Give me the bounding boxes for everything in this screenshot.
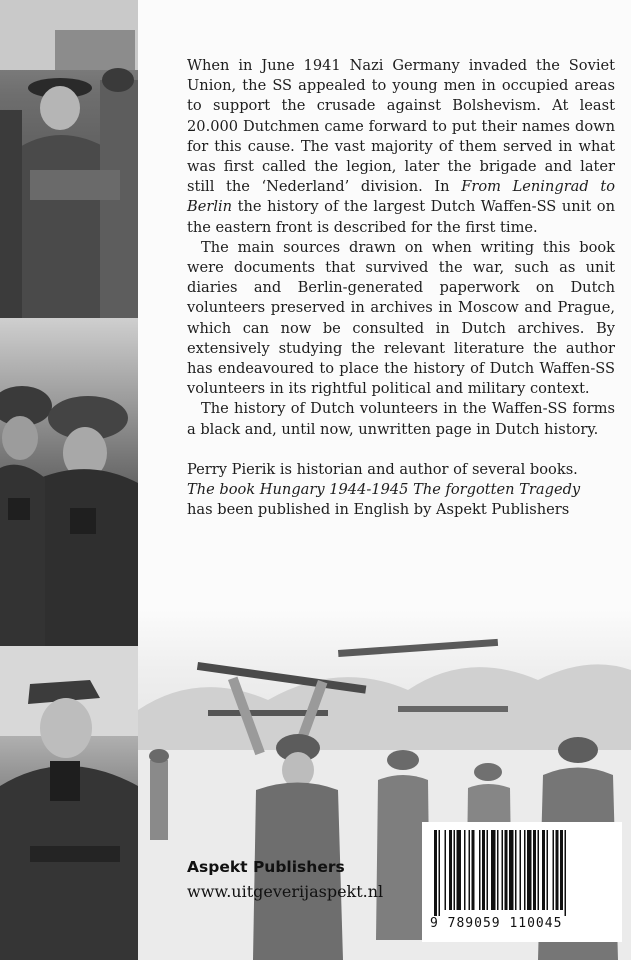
barcode-bar: [505, 830, 508, 910]
barcode-bar: [449, 830, 452, 910]
smiling-soldier-photo: [0, 646, 138, 960]
barcode-bar: [487, 830, 489, 910]
barcode-bar: [502, 830, 504, 910]
publisher-website[interactable]: www.uitgeverijaspekt.nl: [187, 882, 384, 901]
barcode-bar: [445, 830, 447, 910]
barcode-bar: [434, 830, 437, 916]
blurb-text: [187, 56, 615, 520]
book-title: From Leningrad to Berlin: [187, 178, 616, 216]
barcode-bar: [524, 830, 526, 910]
barcode-bar: [527, 830, 532, 910]
barcode-bar: [491, 830, 496, 910]
author-bio: [187, 460, 615, 521]
barcode-bar: [457, 830, 462, 910]
barcode-bar: [469, 830, 471, 910]
barcode-bar: [509, 830, 514, 910]
blurb-paragraph-3: The history of Dutch volunteers in the Waffen-SS forms a black and, until now, unwritten page in Dutch history.: [187, 400, 615, 438]
officer-photo: [0, 0, 138, 318]
barcode-icon: [430, 830, 614, 916]
barcode-bar: [553, 830, 555, 910]
publisher-name: Aspekt Publishers: [187, 858, 345, 876]
barcode-bar: [464, 830, 466, 910]
barcode-bar: [497, 830, 499, 910]
barcode-bar: [482, 830, 485, 910]
barcode-bar: [542, 830, 545, 910]
barcode-bar: [454, 830, 456, 910]
barcode-bar: [556, 830, 559, 910]
barcode-bar: [515, 830, 517, 910]
barcode-bar: [538, 830, 540, 910]
barcode-bar: [560, 830, 563, 910]
soldiers-helmets-photo: [0, 318, 138, 646]
isbn-number: 9 789059 110045: [430, 916, 563, 931]
blurb-paragraph-1: When in June 1941 Nazi Germany invaded the Soviet Union, the SS appealed to young men in occupied areas to support the crusade against Bolshevism. At least 20.000 Dutchmen came forward to put their names down for this cause. The vast majority of them served in what was first called the legion, later the brigade and later still the ‘Nederland’ division. In From Leningrad to Berlin the history of the largest Dutch Waffen-SS unit on the eastern front is described for the first time.: [187, 57, 616, 236]
author-bio-line-3: has been published in English by Aspekt Publishers: [187, 501, 570, 519]
barcode-bar: [472, 830, 475, 910]
barcode-bar: [533, 830, 536, 910]
blurb-paragraph-2: The main sources drawn on when writing this book were documents that survived the war, such as unit diaries and Berlin-generated paperwork on Dutch volunteers preserved in archives in Moscow and Prague, which can now be consulted in Dutch archives. By extensively studying the relevant literature the author has endeavoured to place the history of Dutch Waffen-SS volunteers in its rightful political and military context.: [187, 238, 615, 398]
barcode-bar: [547, 830, 549, 910]
isbn-barcode: [422, 822, 622, 942]
barcode-bar: [439, 830, 441, 916]
barcode-bar: [520, 830, 522, 910]
author-bio-line-1: Perry Pierik is historian and author of several books.: [187, 460, 578, 478]
barcode-bar: [565, 830, 567, 916]
barcode-bar: [479, 830, 481, 910]
author-bio-line-2: The book Hungary 1944-1945 The forgotten Tragedy: [187, 481, 581, 499]
